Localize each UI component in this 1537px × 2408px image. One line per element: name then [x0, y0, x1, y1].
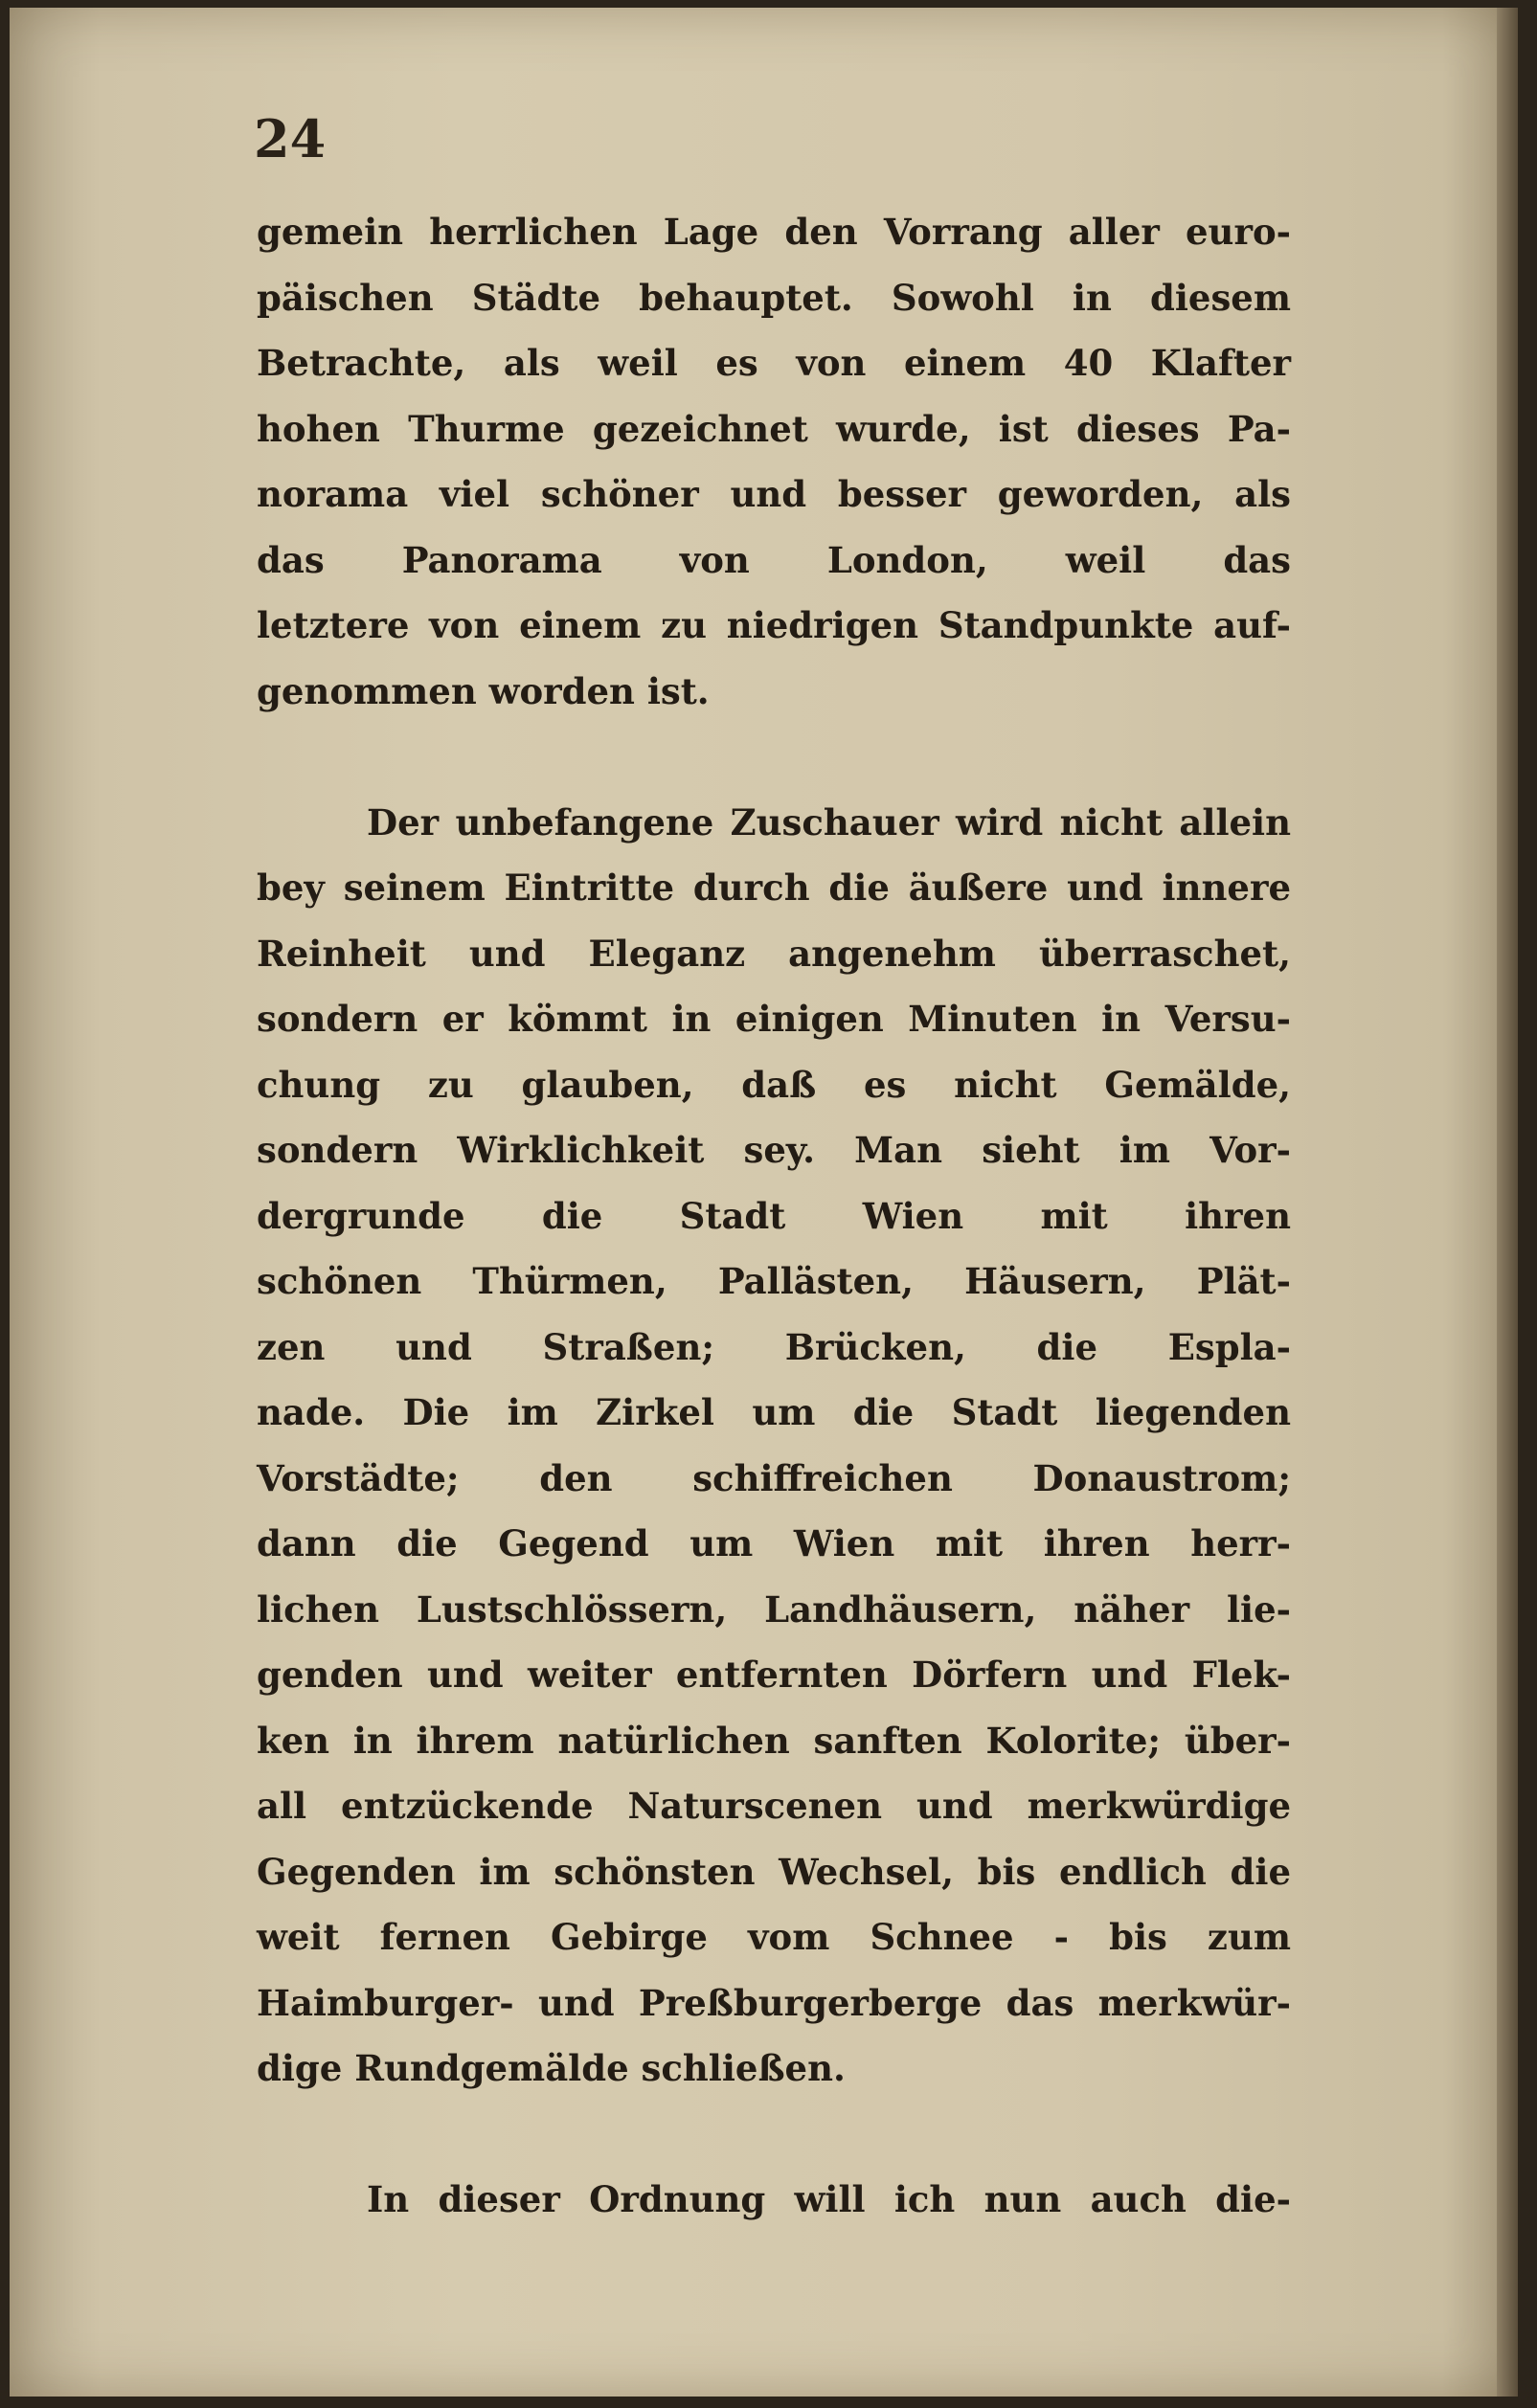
paragraph-2: [257, 790, 1291, 2102]
text-line: dann die Gegend um Wien mit ihren herr-: [257, 1522, 1291, 1564]
text-line: lichen Lustschlössern, Landhäusern, näher lie-: [257, 1587, 1291, 1631]
text-line: weit fernen Gebirge vom Schnee - bis zum: [257, 1916, 1291, 1958]
text-line: sondern er kömmt in einigen Minuten in Versu-: [257, 998, 1291, 1040]
paragraph-1: [257, 199, 1291, 724]
text-line: Reinheit und Eleganz angenehm überraschet,: [257, 932, 1291, 975]
text-line: zen und Straßen; Brücken, die Espla-: [257, 1325, 1291, 1368]
text-line: In dieser Ordnung will ich nun auch die-: [367, 2178, 1291, 2220]
page-edge-shadow: [1497, 8, 1518, 2397]
text-line: letztere von einem zu niedrigen Standpunkte auf-: [257, 604, 1291, 646]
text-line: ken in ihrem natürlichen sanften Kolorite; über-: [257, 1719, 1291, 1762]
body-text: [257, 199, 1291, 2233]
text-line: dergrunde die Stadt Wien mit ihren: [257, 1194, 1291, 1237]
text-line: dige Rundgemälde schließen.: [257, 2047, 846, 2089]
text-line: Haimburger- und Preßburgerberge das merkwür-: [257, 1981, 1291, 2024]
text-line: norama viel schöner und besser geworden, als: [257, 473, 1291, 515]
text-line: hohen Thurme gezeichnet wurde, ist dieses Pa-: [257, 407, 1291, 450]
text-line: Gegenden im schönsten Wechsel, bis endlich die: [257, 1850, 1291, 1893]
text-line: schönen Thürmen, Pallästen, Häusern, Plät-: [257, 1260, 1291, 1302]
text-line: gemein herrlichen Lage den Vorrang aller euro-: [257, 211, 1291, 253]
text-line: genden und weiter entfernten Dörfern und Flek-: [257, 1654, 1291, 1696]
paragraph-gap: [257, 2102, 1291, 2168]
text-line: nade. Die im Zirkel um die Stadt liegenden: [257, 1391, 1291, 1433]
text-line: Betrachte, als weil es von einem 40 Klafter: [257, 342, 1291, 384]
paragraph-gap: [257, 724, 1291, 790]
text-line: päischen Städte behauptet. Sowohl in diesem: [257, 276, 1291, 319]
text-line: das Panorama von London, weil das: [257, 538, 1291, 581]
text-line: Der unbefangene Zuschauer wird nicht allein: [367, 800, 1291, 844]
text-line: chung zu glauben, daß es nicht Gemälde,: [257, 1063, 1291, 1106]
text-line: bey seinem Eintritte durch die äußere und innere: [257, 866, 1291, 909]
text-line: genommen worden ist.: [257, 669, 710, 712]
paragraph-3: [257, 2167, 1291, 2233]
text-line: Vorstädte; den schiffreichen Donaustrom;: [257, 1456, 1291, 1499]
text-line: all entzückende Naturscenen und merkwürdige: [257, 1785, 1291, 1827]
text-line: sondern Wirklichkeit sey. Man sieht im Vor-: [257, 1129, 1291, 1171]
paper-page: [10, 8, 1518, 2397]
page-number: 24: [254, 108, 327, 169]
